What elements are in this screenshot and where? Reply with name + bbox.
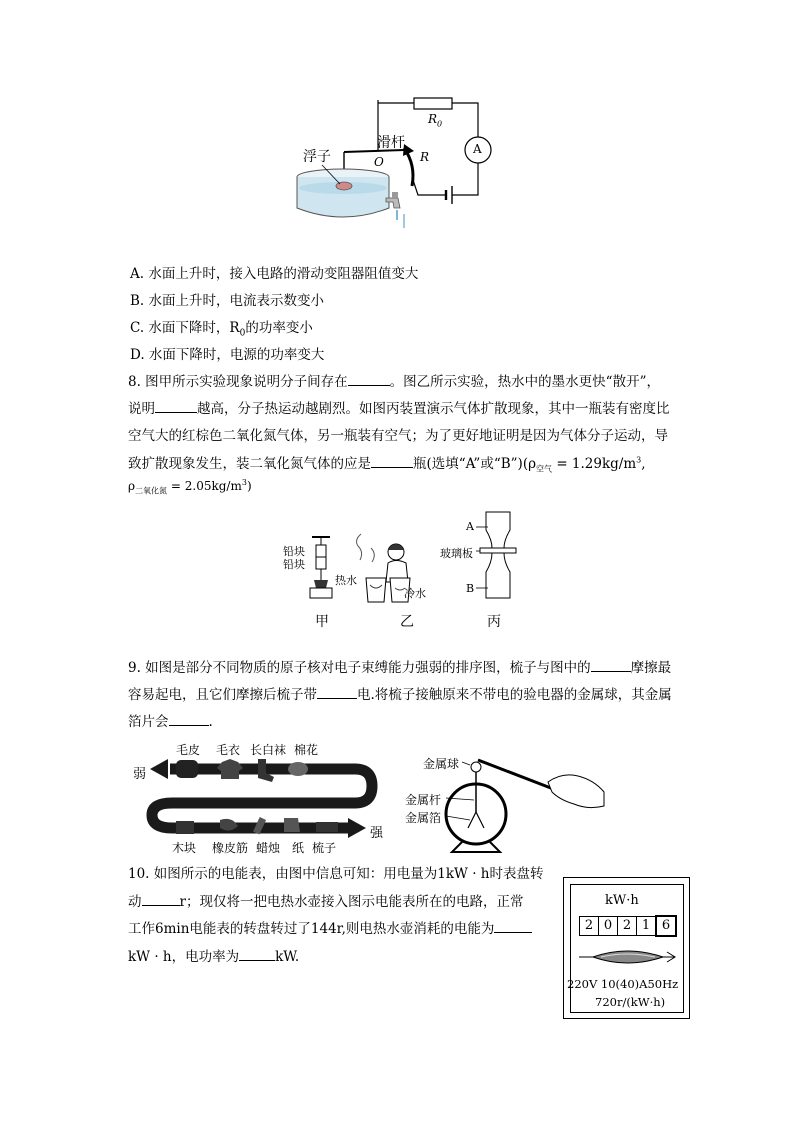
strong-arrowhead (348, 818, 366, 838)
meter-digit: 2 (617, 916, 637, 936)
wood-item (176, 821, 194, 834)
bottle-b-label: B (466, 582, 475, 595)
meter-turntable-icon (571, 943, 683, 973)
paper-item (284, 818, 300, 832)
weak-arrowhead (150, 759, 168, 779)
caption-jia: 甲 (315, 614, 329, 630)
float-label: 浮子 (303, 149, 331, 165)
series-top-item-sweater: 毛衣 (216, 743, 241, 757)
glass-plate-label: 玻璃板 (440, 547, 473, 560)
meter-digit: 1 (636, 916, 656, 936)
series-bottom-item-rubber: 橡皮筋 (212, 841, 249, 855)
caption-bing: 丙 (487, 614, 501, 630)
energy-meter (563, 877, 690, 1019)
bottle-a-label: A (466, 520, 474, 533)
q9-line-1: 9. 如图是部分不同物质的原子核对电子束缚能力强弱的排序图，梳子与图中的 摩擦最 (128, 656, 671, 676)
q7-option-b: B. 水面上升时，电流表示数变小 (130, 293, 325, 309)
q9-line-2: 容易起电，且它们摩擦后梳子带 电.将梳子接触原来不带电的验电器的金属球，其金属 (128, 683, 672, 703)
meter-digit: 0 (598, 916, 618, 936)
series-top-item-cotton: 棉花 (294, 743, 319, 757)
q7-option-c: C. 水面下降时，$R_0$的功率变小 (130, 320, 313, 339)
q8-line-1: 8. 图甲所示实验现象说明分子间存在 。图乙所示实验，热水中的墨水更快“散开”， (128, 370, 660, 390)
series-top-item-sock: 长白袜 (250, 743, 287, 757)
q7-option-d: D. 水面下降时，电源的功率变大 (130, 347, 325, 363)
comb-rod (478, 760, 556, 790)
q10-line-3: 工作6min电能表的转盘转过了144r,则电热水壶消耗的电能为 (128, 917, 532, 937)
q8-line-5: $\rho_{二氧化氮} = 2.05kg/m^3$) (128, 478, 252, 496)
r-label: R (420, 150, 430, 164)
q9-line-3: 箔片会 . (128, 710, 213, 730)
cotton-item (288, 762, 308, 776)
q7-option-a: A. 水面上升时，接入电路的滑动变阻器阻值变大 (130, 266, 419, 282)
metal-ball-label: 金属球 (423, 757, 460, 771)
pivot-label: O (374, 155, 384, 169)
meter-unit: kW·h (605, 893, 639, 908)
metal-foil-label: 金属箔 (405, 811, 442, 825)
meter-spec-1: 220V 10(40)A50Hz (567, 977, 679, 991)
series-bottom-item-comb: 梳子 (312, 841, 337, 855)
q8-line-4: 致扩散现象发生，装二氧化氮气体的应是 瓶(选填“A”或“$B”)(\rho_{空气} = 1.29kg/m^3$, (128, 452, 646, 475)
series-bottom-item-paper: 纸 (292, 841, 305, 855)
q10-line-2: 动 r；现仅将一把电热水壶接入图示电能表所在的电路，正常 (128, 890, 523, 910)
meter-digit-decimal: 6 (655, 915, 677, 937)
comb-item (316, 822, 338, 832)
q10-blank-1[interactable] (142, 891, 180, 906)
energy-meter-face (567, 884, 684, 1013)
meter-digit: 2 (579, 916, 599, 936)
cold-water-label: 冷水 (404, 587, 426, 600)
hand (548, 775, 604, 808)
sweater-item (217, 759, 243, 779)
weak-label: 弱 (133, 767, 147, 782)
metal-rod-label: 金属杆 (405, 793, 442, 807)
lead-label-1: 铅块 (283, 545, 305, 558)
lead-label-2: 铅块 (283, 558, 305, 571)
series-bottom-item-candle: 蜡烛 (256, 841, 281, 855)
caption-yi: 乙 (400, 614, 414, 630)
q10-line-4: kW · h，电功率为 kW. (128, 945, 299, 965)
q10-blank-2[interactable] (494, 918, 532, 933)
q10-line-1: 10. 如图所示的电能表，由图中信息可知：用电量为1kW · h时表盘转 (128, 866, 544, 882)
q8-line-2: 说明 越高，分子热运动越剧烈。如图丙装置演示气体扩散现象，其中一瓶装有密度比 (128, 397, 670, 417)
q10-blank-3[interactable] (239, 946, 275, 961)
rod-label: 滑杆 (377, 135, 405, 151)
meter-digits (579, 915, 676, 937)
strong-label: 强 (370, 826, 384, 841)
metal-ball (471, 762, 481, 772)
hot-water-label: 热水 (335, 574, 357, 587)
ammeter-label: A (473, 142, 482, 156)
series-top-item-fur: 毛皮 (176, 743, 201, 757)
series-bottom-item-wood: 木块 (172, 841, 197, 855)
q8-line-3: 空气大的红棕色二氧化氮气体，另一瓶装有空气；为了更好地证明是因为气体分子运动，导 (128, 428, 668, 444)
r0-label: $R_0$ (428, 112, 443, 129)
meter-spec-2: 720r/(kW·h) (595, 995, 666, 1009)
fur-item (176, 760, 198, 778)
